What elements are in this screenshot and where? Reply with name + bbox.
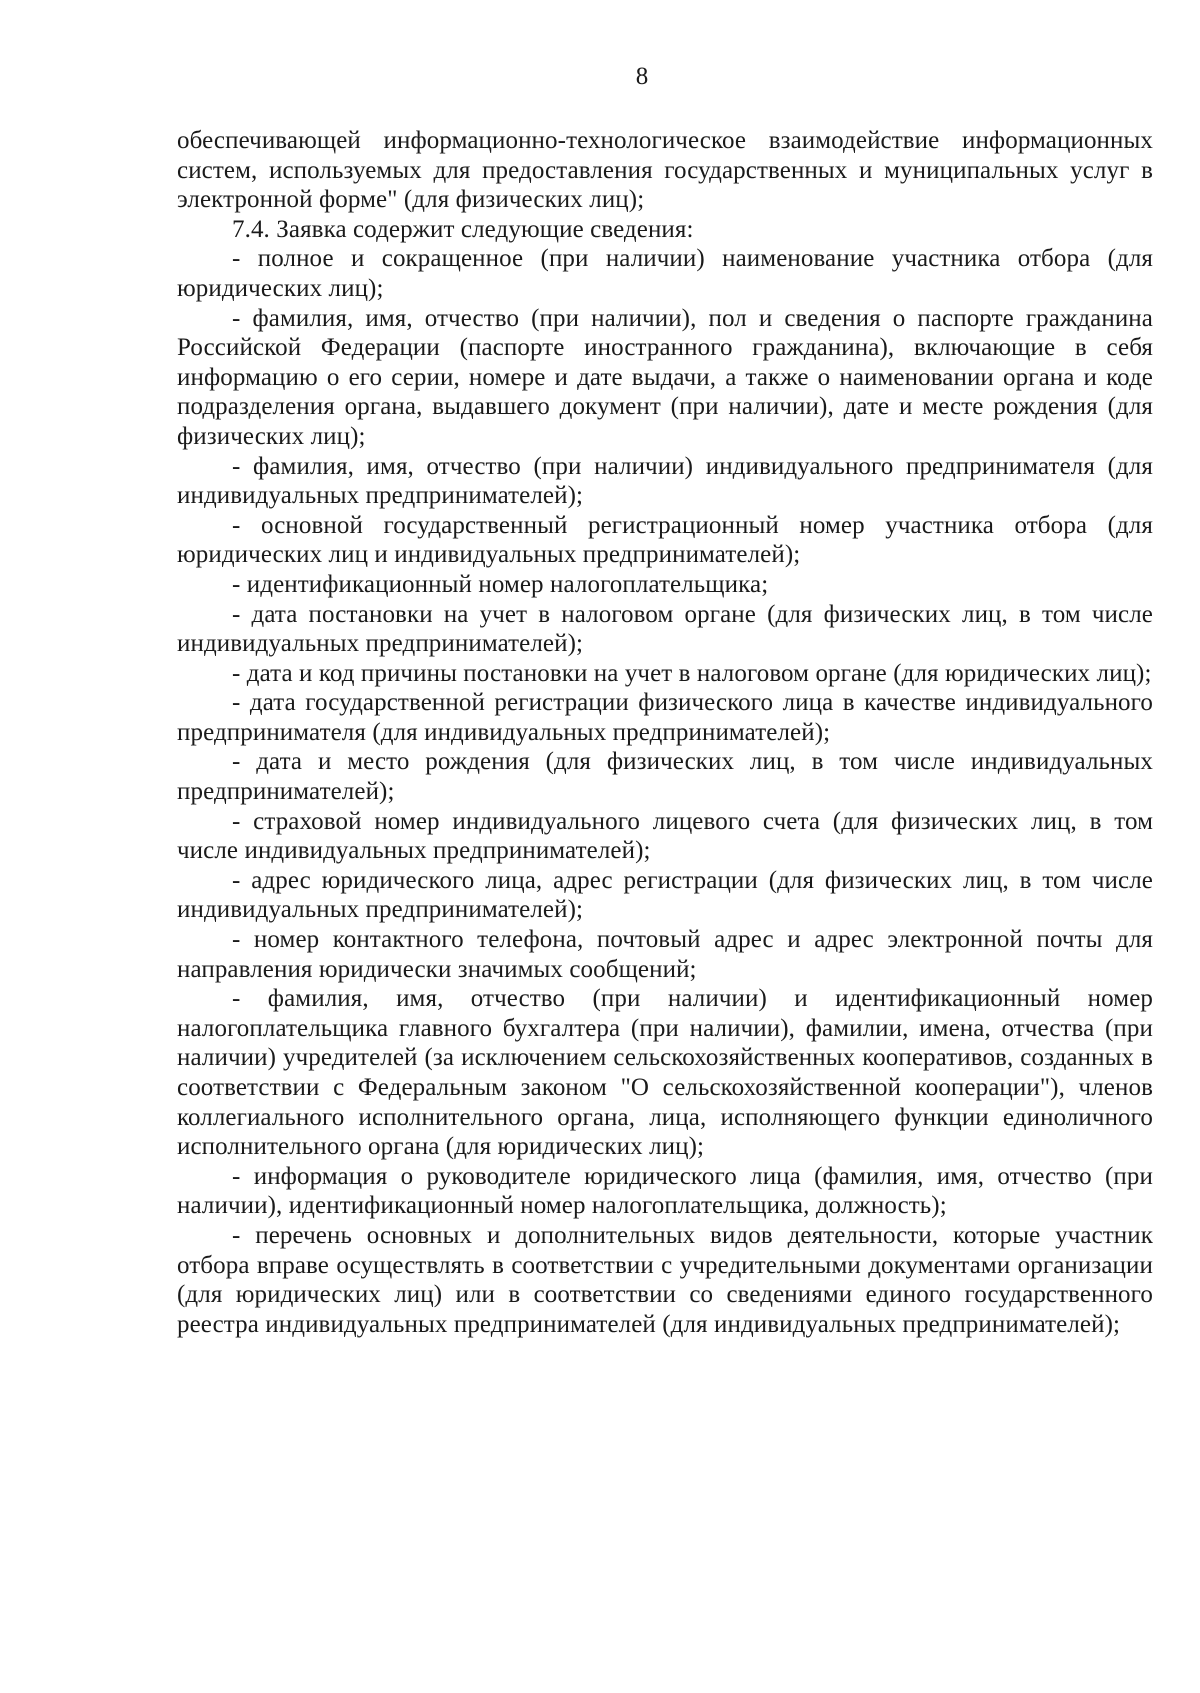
list-item: - дата постановки на учет в налоговом органе (для физических лиц, в том числе индивидуальных предпринимателей); (177, 600, 1153, 658)
list-item: - основной государственный регистрационный номер участника отбора (для юридических лиц и индивидуальных предпринимателей); (177, 511, 1153, 569)
list-item: - фамилия, имя, отчество (при наличии) индивидуального предпринимателя (для индивидуальных предпринимателей); (177, 452, 1153, 510)
page-number: 8 (635, 63, 649, 90)
list-item: - фамилия, имя, отчество (при наличии), пол и сведения о паспорте гражданина Российской Федерации (паспорте иностранного гражданина), включающие в себя информацию о его серии, номере и дате выдачи, а также о наименовании органа и коде подразделения органа, выдавшего документ (при наличии), дате и месте рождения (для физических лиц); (177, 304, 1153, 450)
list-item: - страховой номер индивидуального лицевого счета (для физических лиц, в том числе индивидуальных предпринимателей); (177, 807, 1153, 865)
list-item: - дата и место рождения (для физических лиц, в том числе индивидуальных предпринимателей); (177, 748, 1153, 806)
paragraph-section-7-4: 7.4. Заявка содержит следующие сведения: (232, 215, 694, 243)
paragraph-continuation: обеспечивающей информационно-технологическое взаимодействие информационных систем, используемых для предоставления государственных и муниципальных услуг в электронной форме" (для физических лиц); (177, 127, 1153, 214)
list-item: - идентификационный номер налогоплательщика; (232, 570, 769, 598)
list-item: - адрес юридического лица, адрес регистрации (для физических лиц, в том числе индивидуальных предпринимателей); (177, 866, 1153, 924)
list-item: - фамилия, имя, отчество (при наличии) и идентификационный номер налогоплательщика главного бухгалтера (при наличии), фамилии, имена, отчества (при наличии) учредителей (за исключением сельскохозяйственных кооперативов, созданных в соответствии с Федеральным законом "О сельскохозяйственной кооперации"), членов коллегиального исполнительного органа, лица, исполняющего функции единоличного исполнительного органа (для юридических лиц); (177, 985, 1153, 1161)
list-item: - информация о руководителе юридического лица (фамилия, имя, отчество (при наличии), идентификационный номер налогоплательщика, должность); (177, 1162, 1153, 1220)
document-body (177, 126, 1153, 1339)
list-item: - номер контактного телефона, почтовый адрес и адрес электронной почты для направления юридически значимых сообщений; (177, 926, 1153, 983)
list-item: - дата государственной регистрации физического лица в качестве индивидуального предпринимателя (для индивидуальных предпринимателей); (177, 689, 1153, 746)
list-item: - перечень основных и дополнительных видов деятельности, которые участник отбора вправе осуществлять в соответствии с учредительными документами организации (для юридических лиц) или в соответствии со сведениями единого государственного реестра индивидуальных предпринимателей (для индивидуальных предпринимателей); (177, 1221, 1153, 1338)
list-item: - дата и код причины постановки на учет в налоговом органе (для юридических лиц); (232, 659, 1152, 687)
list-item: - полное и сокращенное (при наличии) наименование участника отбора (для юридических лиц); (177, 245, 1153, 302)
